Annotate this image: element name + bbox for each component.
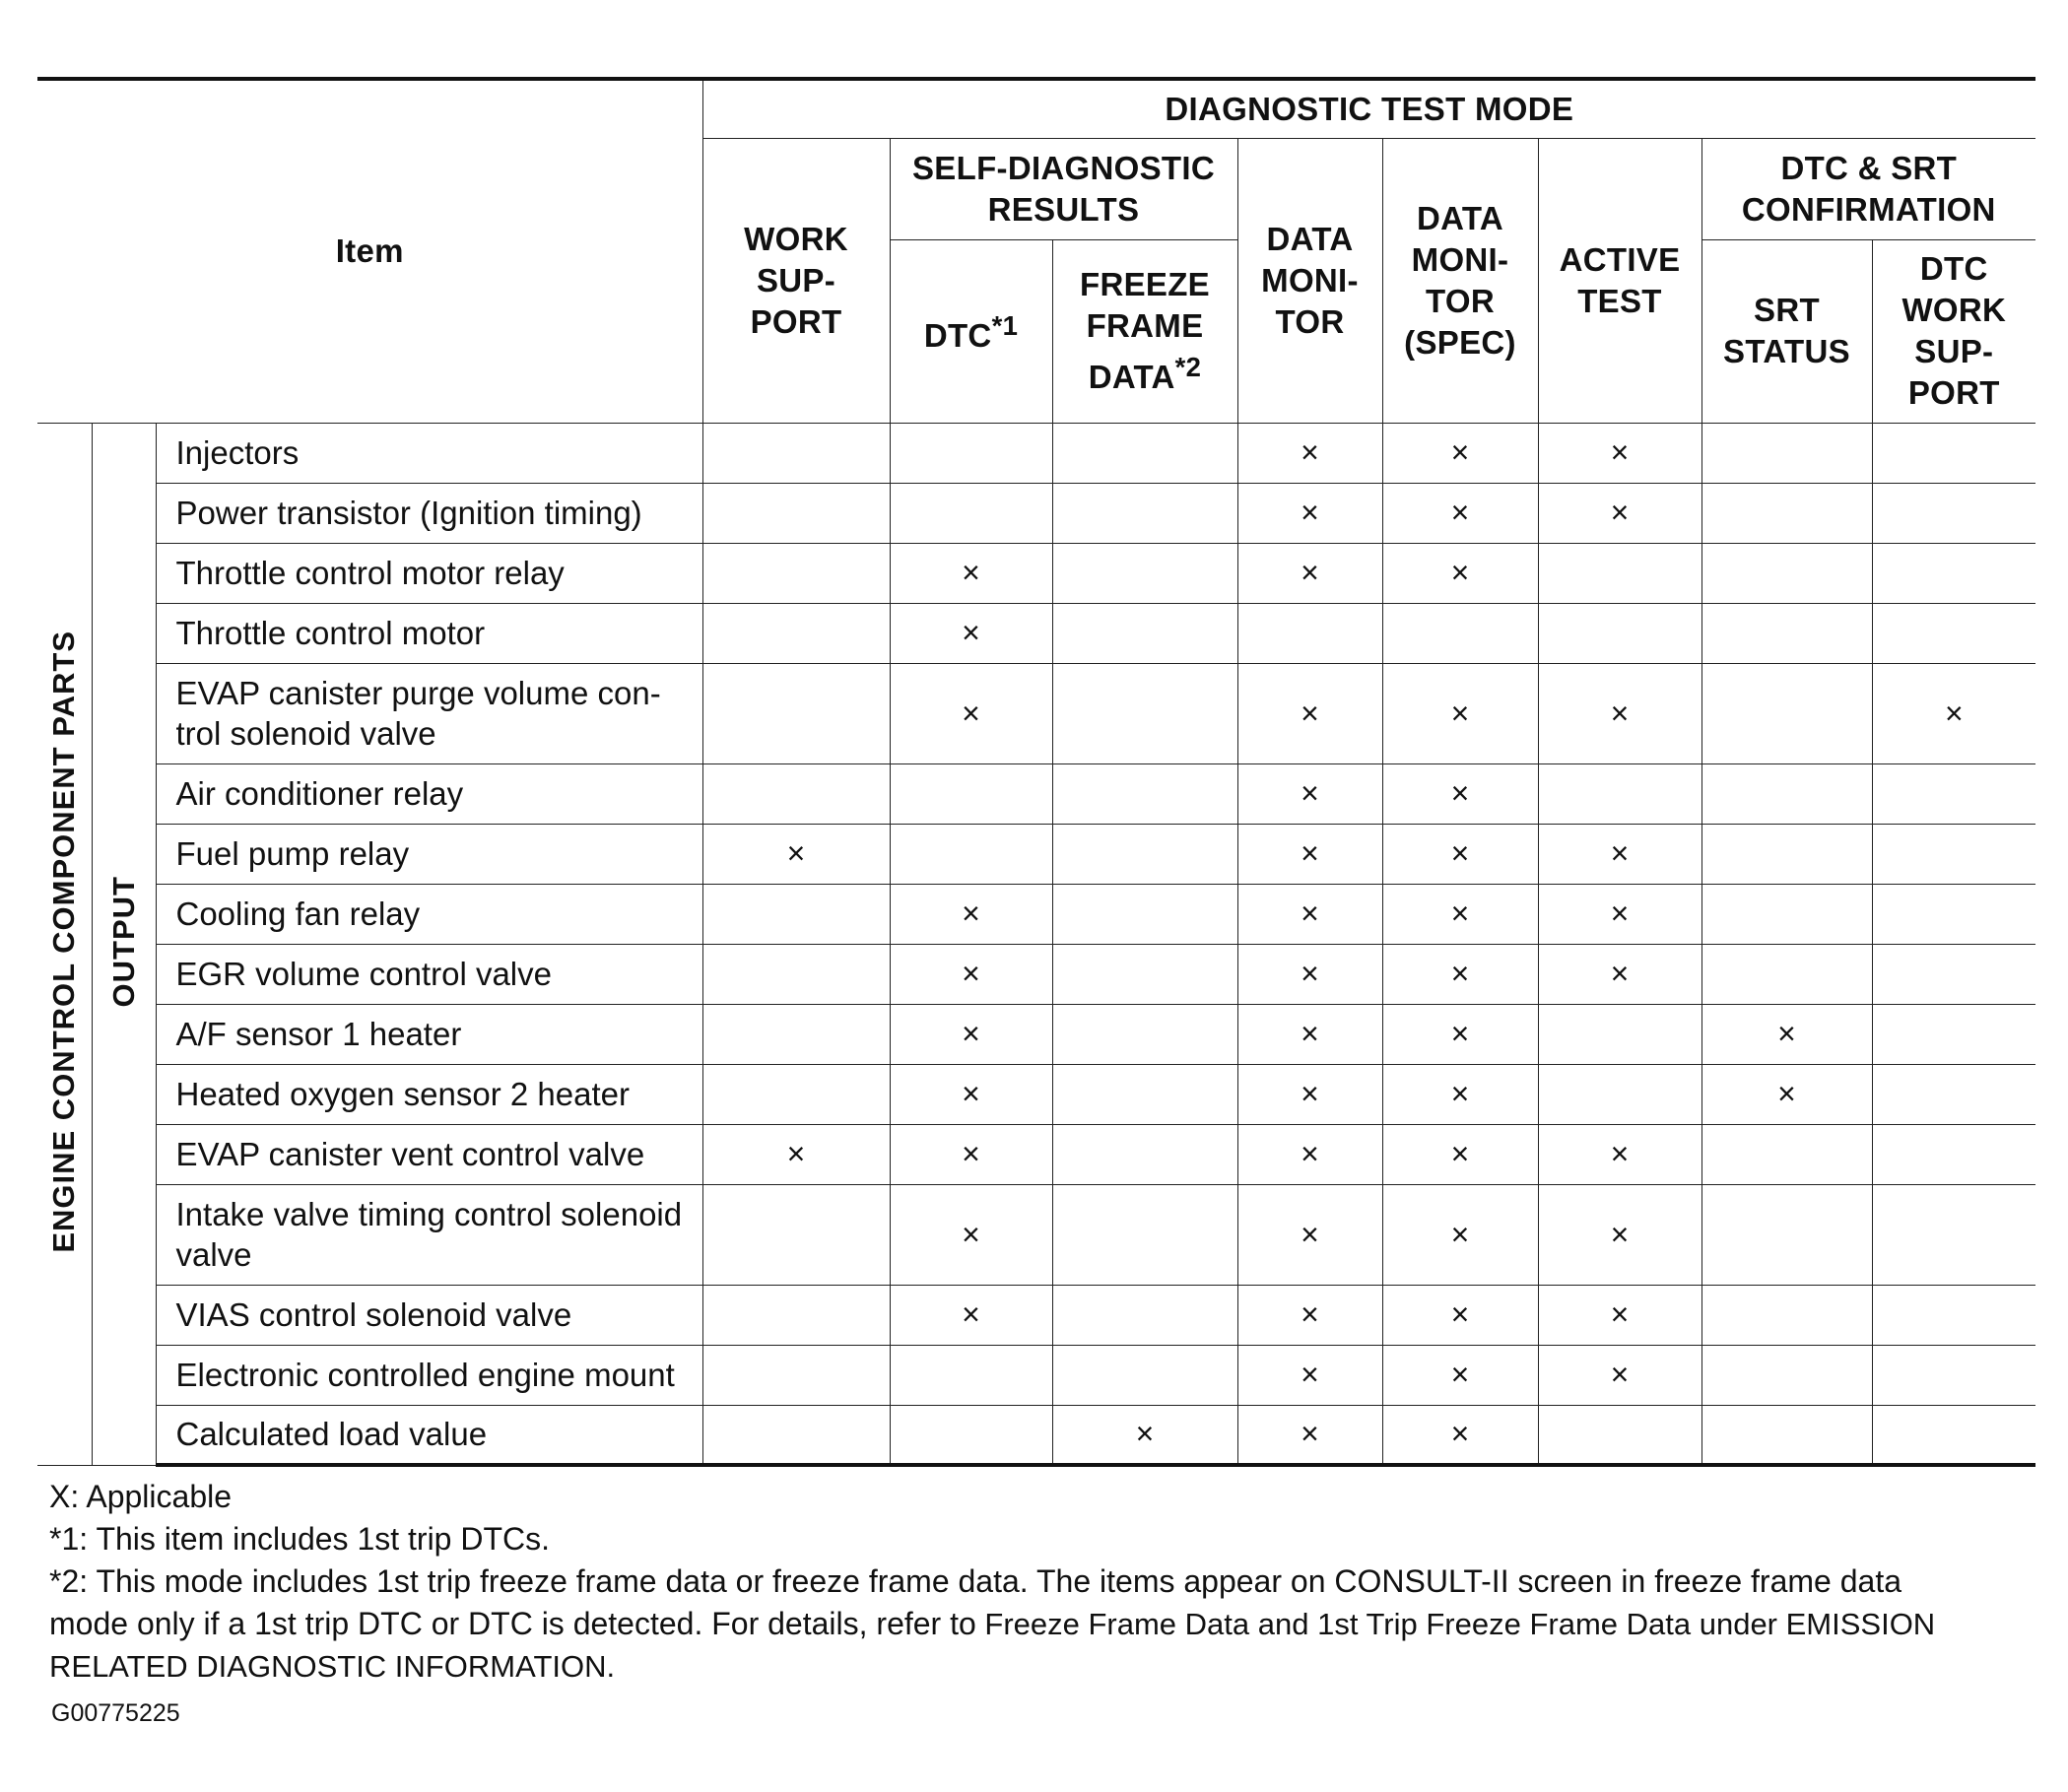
empty-cell [1701, 543, 1872, 603]
empty-cell [1872, 543, 2035, 603]
empty-cell [1701, 483, 1872, 543]
empty-cell [1872, 944, 2035, 1004]
empty-cell [1872, 603, 2035, 663]
empty-cell [1701, 1184, 1872, 1285]
empty-cell [1872, 423, 2035, 483]
empty-cell [1872, 824, 2035, 884]
empty-cell [1872, 483, 2035, 543]
empty-cell [1538, 763, 1701, 824]
empty-cell [1701, 423, 1872, 483]
empty-cell [890, 1405, 1052, 1465]
empty-cell [702, 1285, 890, 1345]
applicable-mark: × [1237, 1004, 1382, 1064]
empty-cell [1872, 1285, 2035, 1345]
empty-cell [1237, 603, 1382, 663]
empty-cell [1701, 1124, 1872, 1184]
applicable-mark: × [890, 884, 1052, 944]
applicable-mark: × [702, 1124, 890, 1184]
applicable-mark: × [1701, 1004, 1872, 1064]
freeze-frame-header-label: FREEZE FRAME DATA [1080, 266, 1210, 395]
item-name: Injectors [156, 423, 702, 483]
empty-cell [702, 884, 890, 944]
empty-cell [1872, 1004, 2035, 1064]
table-row [37, 1004, 2035, 1064]
applicable-mark: × [1382, 944, 1538, 1004]
applicable-mark: × [1237, 1405, 1382, 1465]
applicable-mark: × [890, 1184, 1052, 1285]
applicable-mark: × [890, 603, 1052, 663]
applicable-mark: × [1382, 1004, 1538, 1064]
data-monitor-spec-header: DATA MONI- TOR (SPEC) [1382, 138, 1538, 423]
empty-cell [702, 663, 890, 763]
empty-cell [1701, 763, 1872, 824]
empty-cell [1538, 1004, 1701, 1064]
empty-cell [1052, 543, 1237, 603]
applicable-mark: × [1538, 663, 1701, 763]
empty-cell [1052, 1285, 1237, 1345]
empty-cell [1052, 483, 1237, 543]
applicable-mark: × [1382, 824, 1538, 884]
item-name: Calculated load value [156, 1405, 702, 1465]
empty-cell [1052, 1345, 1237, 1405]
table-row [37, 1405, 2035, 1465]
applicable-mark: × [1382, 1285, 1538, 1345]
applicable-mark: × [890, 1285, 1052, 1345]
applicable-mark: × [1538, 483, 1701, 543]
table-row [37, 1345, 2035, 1405]
applicable-mark: × [1538, 884, 1701, 944]
applicable-mark: × [890, 944, 1052, 1004]
dtc-srt-confirmation-header: DTC & SRT CONFIRMATION [1701, 138, 2035, 239]
note-2-line-1: *2: This mode includes 1st trip freeze frame data or freeze frame data. The items appear on CONSULT-II screen in freeze frame data [49, 1563, 1901, 1599]
empty-cell [702, 763, 890, 824]
table-row [37, 824, 2035, 884]
table-row [37, 763, 2035, 824]
applicable-mark: × [1237, 1064, 1382, 1124]
table-row [37, 1064, 2035, 1124]
applicable-mark: × [1382, 663, 1538, 763]
applicable-mark: × [1538, 944, 1701, 1004]
applicable-mark: × [1237, 423, 1382, 483]
empty-cell [1872, 1405, 2035, 1465]
item-name: Intake valve timing control solenoid valve [156, 1184, 702, 1285]
table-row [37, 543, 2035, 603]
empty-cell [1872, 1064, 2035, 1124]
applicable-mark: × [1237, 763, 1382, 824]
applicable-mark: × [1237, 944, 1382, 1004]
note-2-reference-link[interactable]: Freeze Frame Data and 1st Trip Freeze Frame Data under EMISSION [975, 1607, 1936, 1641]
item-name: Throttle control motor relay [156, 543, 702, 603]
applicable-mark: × [890, 543, 1052, 603]
empty-cell [1701, 884, 1872, 944]
empty-cell [1052, 423, 1237, 483]
empty-cell [1701, 824, 1872, 884]
applicable-mark: × [1538, 824, 1701, 884]
item-name: VIAS control solenoid valve [156, 1285, 702, 1345]
empty-cell [1872, 884, 2035, 944]
note-1: *1: This item includes 1st trip DTCs. [49, 1521, 551, 1557]
table-body [37, 423, 2035, 1465]
empty-cell [1052, 1124, 1237, 1184]
empty-cell [1382, 603, 1538, 663]
applicable-mark: × [1052, 1405, 1237, 1465]
empty-cell [1052, 1004, 1237, 1064]
applicable-mark: × [1382, 1064, 1538, 1124]
srt-status-header: SRT STATUS [1701, 239, 1872, 423]
empty-cell [1538, 603, 1701, 663]
subgroup-label-cell [92, 423, 156, 1465]
applicable-mark: × [1237, 1124, 1382, 1184]
applicable-mark: × [1237, 1345, 1382, 1405]
item-name: Electronic controlled engine mount [156, 1345, 702, 1405]
applicable-mark: × [1382, 763, 1538, 824]
applicable-mark: × [1237, 1285, 1382, 1345]
empty-cell [1872, 1184, 2035, 1285]
dtc-work-support-header: DTC WORK SUP- PORT [1872, 239, 2035, 423]
table-row [37, 884, 2035, 944]
applicable-mark: × [1237, 543, 1382, 603]
table-row [37, 1285, 2035, 1345]
empty-cell [1701, 944, 1872, 1004]
applicable-mark: × [1237, 1184, 1382, 1285]
figure-id: G00775225 [51, 1699, 180, 1727]
item-name: Power transistor (Ignition timing) [156, 483, 702, 543]
applicable-mark: × [890, 663, 1052, 763]
empty-cell [1052, 944, 1237, 1004]
applicable-mark: × [1382, 1184, 1538, 1285]
empty-cell [1701, 603, 1872, 663]
table-row [37, 1124, 2035, 1184]
empty-cell [702, 603, 890, 663]
empty-cell [702, 1345, 890, 1405]
group-label-cell [37, 423, 92, 1465]
dtc-footnote-marker: *1 [991, 310, 1019, 341]
dtc-header [890, 239, 1052, 423]
item-name: Fuel pump relay [156, 824, 702, 884]
item-name: EGR volume control valve [156, 944, 702, 1004]
diagnostic-test-mode-header: DIAGNOSTIC TEST MODE [702, 79, 2035, 138]
applicable-mark: × [1382, 1124, 1538, 1184]
item-name: Air conditioner relay [156, 763, 702, 824]
empty-cell [1872, 1124, 2035, 1184]
empty-cell [1052, 603, 1237, 663]
empty-cell [890, 423, 1052, 483]
empty-cell [1052, 663, 1237, 763]
table-row [37, 663, 2035, 763]
note-2-line-2 [49, 1603, 2039, 1645]
applicable-mark: × [1538, 423, 1701, 483]
empty-cell [1538, 1064, 1701, 1124]
item-name: EVAP canister vent control valve [156, 1124, 702, 1184]
empty-cell [702, 944, 890, 1004]
empty-cell [702, 423, 890, 483]
applicable-mark: × [1872, 663, 2035, 763]
empty-cell [702, 1004, 890, 1064]
item-name: A/F sensor 1 heater [156, 1004, 702, 1064]
applicable-mark: × [1538, 1345, 1701, 1405]
applicable-mark: × [1538, 1285, 1701, 1345]
applicable-mark: × [702, 824, 890, 884]
item-name: Throttle control motor [156, 603, 702, 663]
table-row [37, 603, 2035, 663]
empty-cell [1052, 824, 1237, 884]
empty-cell [1538, 1405, 1701, 1465]
note-2-line-2-a: mode only if a 1st trip DTC or DTC is detected. For details, refer to [49, 1606, 976, 1641]
empty-cell [890, 824, 1052, 884]
empty-cell [890, 763, 1052, 824]
empty-cell [702, 1064, 890, 1124]
applicable-mark: × [1701, 1064, 1872, 1124]
empty-cell [890, 1345, 1052, 1405]
applicable-mark: × [890, 1064, 1052, 1124]
applicable-mark: × [1237, 483, 1382, 543]
empty-cell [1701, 663, 1872, 763]
empty-cell [1538, 543, 1701, 603]
item-header: Item [37, 79, 702, 423]
group-label: ENGINE CONTROL COMPONENT PARTS [46, 630, 82, 1253]
empty-cell [1701, 1405, 1872, 1465]
work-support-header: WORK SUP- PORT [702, 138, 890, 423]
active-test-header: ACTIVE TEST [1538, 138, 1701, 423]
table-row [37, 423, 2035, 483]
empty-cell [702, 1184, 890, 1285]
empty-cell [1052, 884, 1237, 944]
empty-cell [702, 1405, 890, 1465]
item-name: Cooling fan relay [156, 884, 702, 944]
note-applicable: X: Applicable [49, 1479, 233, 1514]
applicable-mark: × [1237, 663, 1382, 763]
footnotes [49, 1476, 2039, 1688]
data-monitor-header: DATA MONI- TOR [1237, 138, 1382, 423]
item-name: EVAP canister purge volume con- trol solenoid valve [156, 663, 702, 763]
subgroup-label: OUTPUT [105, 875, 141, 1008]
applicable-mark: × [1237, 884, 1382, 944]
self-diagnostic-results-header: SELF-DIAGNOSTIC RESULTS [890, 138, 1237, 239]
empty-cell [1052, 1184, 1237, 1285]
empty-cell [1701, 1345, 1872, 1405]
diagnostic-mode-table [37, 77, 2035, 1467]
empty-cell [1052, 763, 1237, 824]
applicable-mark: × [1382, 483, 1538, 543]
applicable-mark: × [1538, 1124, 1701, 1184]
empty-cell [1052, 1064, 1237, 1124]
note-2-line-3: RELATED DIAGNOSTIC INFORMATION. [49, 1649, 616, 1684]
freeze-frame-footnote-marker: *2 [1174, 352, 1202, 382]
table-row [37, 483, 2035, 543]
table-row [37, 1184, 2035, 1285]
empty-cell [702, 483, 890, 543]
applicable-mark: × [1382, 1345, 1538, 1405]
empty-cell [1701, 1285, 1872, 1345]
applicable-mark: × [1382, 1405, 1538, 1465]
empty-cell [1872, 763, 2035, 824]
table-row [37, 944, 2035, 1004]
dtc-header-label: DTC [923, 317, 992, 354]
applicable-mark: × [1382, 543, 1538, 603]
applicable-mark: × [1237, 824, 1382, 884]
empty-cell [1872, 1345, 2035, 1405]
applicable-mark: × [890, 1004, 1052, 1064]
empty-cell [702, 543, 890, 603]
applicable-mark: × [890, 1124, 1052, 1184]
freeze-frame-header [1052, 239, 1237, 423]
applicable-mark: × [1382, 423, 1538, 483]
applicable-mark: × [1382, 884, 1538, 944]
empty-cell [890, 483, 1052, 543]
item-name: Heated oxygen sensor 2 heater [156, 1064, 702, 1124]
applicable-mark: × [1538, 1184, 1701, 1285]
